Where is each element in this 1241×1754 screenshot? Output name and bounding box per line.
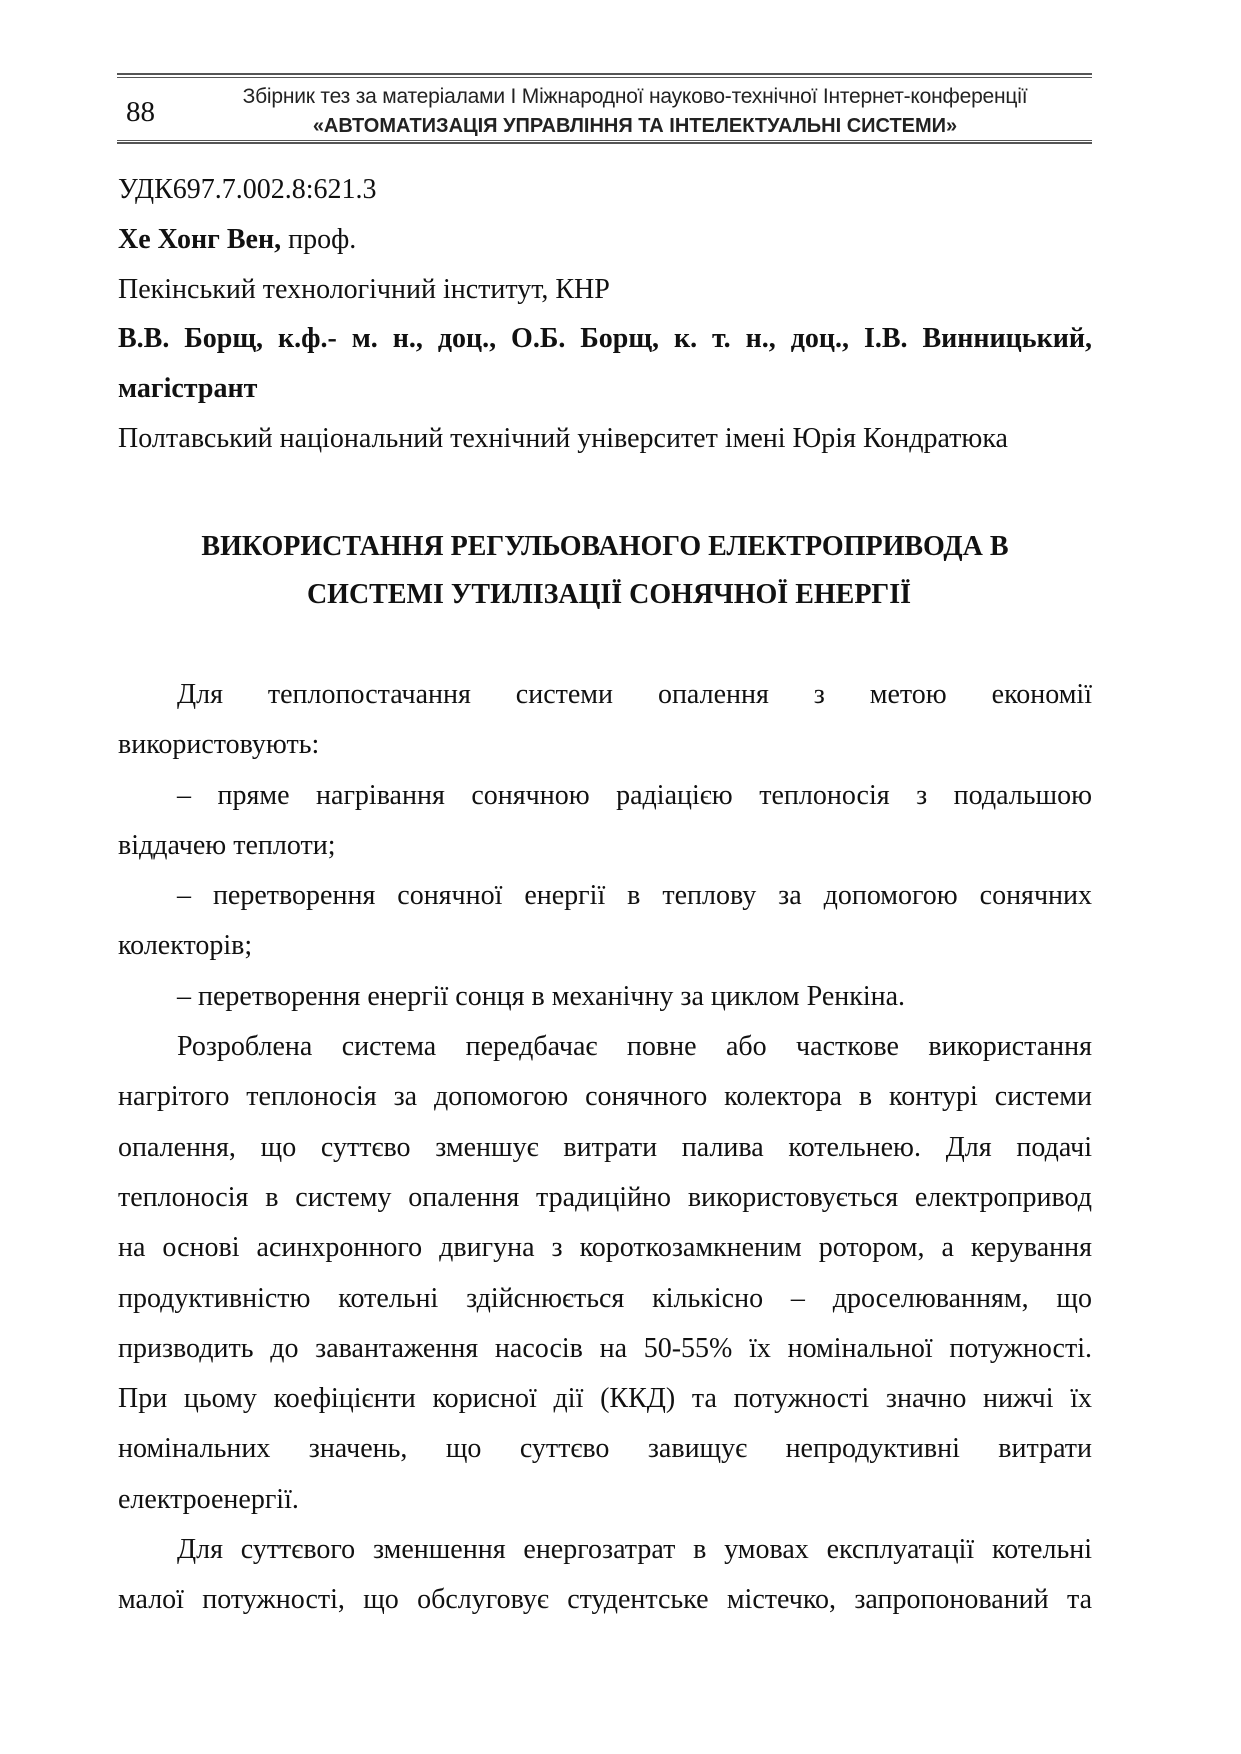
body-line: призводить до завантаження насосів на 50-55% їх номінальної потужності. <box>118 1332 1092 1364</box>
article-meta <box>118 165 1092 464</box>
body-line: теплоносія в систему опалення традиційно використовується електропривод <box>118 1181 1092 1213</box>
body-line: малої потужності, що обслуговує студентське містечко, запропонований та <box>118 1584 1092 1616</box>
header-top-rule-thick <box>117 73 1092 75</box>
body-line: продуктивністю котельні здійснюється кількісно – дроселюванням, що <box>118 1282 1092 1314</box>
body-line: на основі асинхронного двигуна з короткозамкненим ротором, а керування <box>118 1232 1092 1264</box>
list-item-line: колекторів; <box>118 930 253 962</box>
body-line: нагрітого теплоносія за допомогою сонячного колектора в контурі системи <box>118 1081 1092 1113</box>
author-1 <box>118 215 1092 265</box>
header-bottom-rule-thick <box>117 142 1092 144</box>
body-line: електроенергії. <box>118 1483 299 1515</box>
title-line-1: ВИКОРИСТАННЯ РЕГУЛЬОВАНОГО ЕЛЕКТРОПРИВОДА В <box>201 531 1009 562</box>
list-item-line: – перетворення сонячної енергії в теплову за допомогою сонячних <box>177 880 1092 912</box>
affiliation-2: Полтавський національний технічний університет імені Юрія Кондратюка <box>118 422 1008 454</box>
header-top-rule-thin <box>117 77 1092 78</box>
conference-collection-title: Збірник тез за матеріалами І Міжнародної науково-технічної Інтернет-конференції <box>242 85 1028 108</box>
conference-name: «АВТОМАТИЗАЦІЯ УПРАВЛІННЯ ТА ІНТЕЛЕКТУАЛЬНІ СИСТЕМИ» <box>312 115 958 137</box>
author-1-name: Хе Хонг Вен, <box>118 223 282 255</box>
list-item-line: – перетворення енергії сонця в механічну за циклом Ренкіна. <box>177 980 906 1012</box>
authors-2-continued: магістрант <box>118 373 258 405</box>
body-line: номінальних значень, що суттєво завищує непродуктивні витрати <box>118 1433 1092 1465</box>
article-body <box>118 670 1092 1626</box>
article-title <box>118 523 1092 619</box>
udk-code: УДК697.7.002.8:621.3 <box>118 174 377 205</box>
title-line-2: СИСТЕМІ УТИЛІЗАЦІЇ СОНЯЧНОЇ ЕНЕРГІЇ <box>306 579 912 610</box>
body-line: Для суттєвого зменшення енергозатрат в умовах експлуатації котельні <box>177 1534 1092 1566</box>
page-number: 88 <box>126 96 155 128</box>
body-line: При цьому коефіцієнти корисної дії (ККД) та потужності значно нижчі їх <box>118 1383 1092 1415</box>
body-line: Розроблена система передбачає повне або часткове використання <box>177 1031 1092 1063</box>
body-line: використовують: <box>118 729 320 761</box>
authors-2: В.В. Борщ, к.ф.- м. н., доц., О.Б. Борщ, к. т. н., доц., І.В. Винницький, <box>118 323 1092 355</box>
list-item-line: – пряме нагрівання сонячною радіацією теплоносія з подальшою <box>177 779 1092 811</box>
body-line: Для теплопостачання системи опалення з метою економії <box>177 679 1092 710</box>
body-line: опалення, що суттєво зменшує витрати палива котельнею. Для подачі <box>118 1131 1092 1163</box>
list-item-line: віддачею теплоти; <box>118 829 336 861</box>
affiliation-1: Пекінський технологічний інститут, КНР <box>118 273 610 305</box>
header-bottom-rule-thin <box>117 140 1092 141</box>
author-1-title: проф. <box>281 223 357 255</box>
